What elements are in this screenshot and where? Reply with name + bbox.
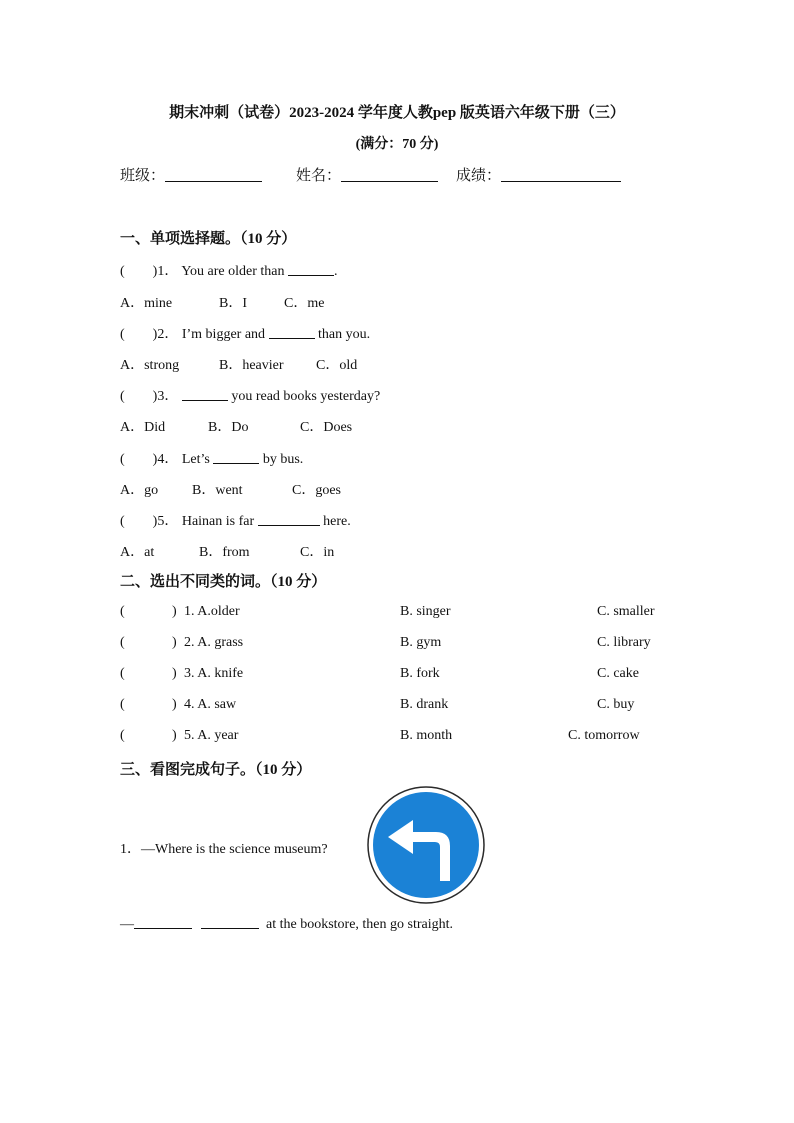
answer-paren-open: ( <box>120 666 125 681</box>
score-blank[interactable] <box>501 167 621 182</box>
answer-text: at the bookstore, then go straight. <box>266 917 454 932</box>
row-option-a: 2. A. grass <box>184 635 244 650</box>
question-paren: ( <box>120 264 125 279</box>
section3-heading: 三、看图完成句子。（10 分） <box>120 762 312 778</box>
row-option-b: B. fork <box>400 666 440 681</box>
page-subtitle: (满分：70 分) <box>355 137 439 152</box>
option-b: B．I <box>219 296 247 311</box>
option-c: C．in <box>300 545 335 560</box>
option-c: C．goes <box>292 483 341 498</box>
class-blank[interactable] <box>165 167 262 182</box>
fill-blank[interactable] <box>182 388 228 401</box>
question-number: )2． <box>152 327 179 342</box>
name-field <box>296 164 438 185</box>
answer-paren-close: ) <box>172 666 177 681</box>
fill-blank[interactable] <box>258 513 320 526</box>
answer-dash: — <box>120 917 134 932</box>
option-a: A．at <box>120 545 155 560</box>
answer-paren-open: ( <box>120 697 125 712</box>
answer-paren-close: ) <box>172 635 177 650</box>
score-label: 成绩： <box>456 168 502 184</box>
question-text-after: here. <box>323 514 351 529</box>
question-text-after: than you. <box>318 327 371 342</box>
class-field <box>120 164 262 185</box>
question-text: You are older than <box>181 264 285 279</box>
fill-blank[interactable] <box>213 451 259 464</box>
answer-paren-close: ) <box>172 728 177 743</box>
row-option-c: C. smaller <box>597 604 655 619</box>
option-b: B．from <box>199 545 250 560</box>
row-option-c: C. tomorrow <box>568 728 640 743</box>
row-option-a: 3. A. knife <box>184 666 244 681</box>
question-number: )4． <box>152 452 179 467</box>
score-field <box>456 164 621 185</box>
answer-paren-close: ) <box>172 604 177 619</box>
question-number: )5． <box>152 514 179 529</box>
row-option-a: 1. A.older <box>184 604 240 619</box>
question-3 <box>120 385 380 405</box>
question-1 <box>120 260 338 280</box>
row-option-a: 4. A. saw <box>184 697 237 712</box>
question-paren: ( <box>120 327 125 342</box>
option-a: A．strong <box>120 358 180 373</box>
row-option-b: B. singer <box>400 604 451 619</box>
option-c: C．Does <box>300 420 353 435</box>
question-text-after: by bus. <box>262 452 304 467</box>
answer-paren-open: ( <box>120 635 125 650</box>
row-option-b: B. gym <box>400 635 442 650</box>
question-paren: ( <box>120 389 125 404</box>
picture-question-1: 1．—Where is the science museum? <box>120 842 328 857</box>
question-4 <box>120 448 303 468</box>
answer-paren-close: ) <box>172 697 177 712</box>
option-c: C．me <box>284 296 325 311</box>
question-5 <box>120 510 351 530</box>
option-a: A．Did <box>120 420 166 435</box>
question-text: I’m bigger and <box>181 327 266 342</box>
name-label: 姓名： <box>296 168 342 184</box>
question-paren: ( <box>120 514 125 529</box>
page-title: 期末冲刺（试卷）2023-2024 学年度人教pep 版英语六年级下册（三） <box>169 105 625 121</box>
picture-answer-1 <box>120 916 453 933</box>
question-text-after: . <box>334 264 338 279</box>
row-option-a: 5. A. year <box>184 728 239 743</box>
row-option-c: C. library <box>597 635 651 650</box>
option-b: B．Do <box>208 420 249 435</box>
question-text: Hainan is far <box>181 514 255 529</box>
fill-blank[interactable] <box>201 916 259 929</box>
question-2 <box>120 323 370 343</box>
fill-blank[interactable] <box>288 263 334 276</box>
option-c: C．old <box>316 358 358 373</box>
row-option-b: B. month <box>400 728 453 743</box>
question-text-after: you read books yesterday? <box>231 389 381 404</box>
option-b: B．heavier <box>219 358 284 373</box>
name-blank[interactable] <box>341 167 438 182</box>
class-label: 班级： <box>120 168 166 184</box>
question-number: )3． <box>152 389 179 404</box>
section2-heading: 二、选出不同类的词。（10 分） <box>120 574 327 590</box>
fill-blank[interactable] <box>269 326 315 339</box>
row-option-c: C. cake <box>597 666 639 681</box>
turn-left-arrow-sign-icon <box>366 785 486 905</box>
question-paren: ( <box>120 452 125 467</box>
row-option-b: B. drank <box>400 697 449 712</box>
answer-paren-open: ( <box>120 604 125 619</box>
row-option-c: C. buy <box>597 697 635 712</box>
option-b: B．went <box>192 483 243 498</box>
question-text: Let’s <box>181 452 210 467</box>
section1-heading: 一、单项选择题。（10 分） <box>120 231 297 247</box>
fill-blank[interactable] <box>134 916 192 929</box>
option-a: A．mine <box>120 296 173 311</box>
option-a: A．go <box>120 483 159 498</box>
question-number: )1． <box>152 264 179 279</box>
answer-paren-open: ( <box>120 728 125 743</box>
